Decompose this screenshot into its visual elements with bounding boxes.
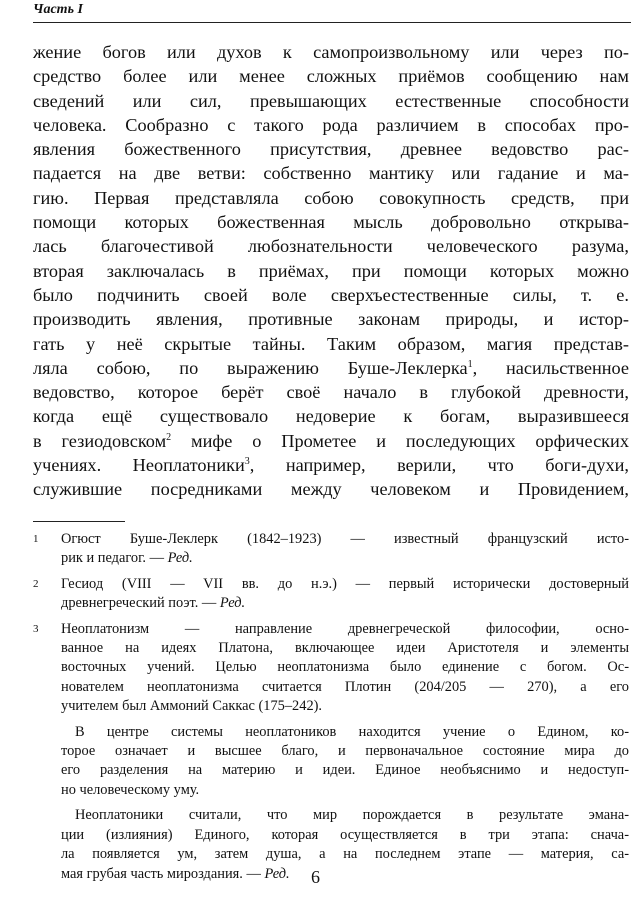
footnote-number: 3 <box>33 622 39 635</box>
text-line <box>33 453 629 477</box>
text-fragment: , например, верили, что боги-духи, <box>249 455 629 476</box>
footnote-line: Огюст Буше-Леклерк (1842–1923) — известный французский исто- <box>61 531 629 547</box>
footnote-ref-3[interactable]: 3 <box>244 455 250 467</box>
text-fragment: учениях. Неоплатоники <box>33 455 245 476</box>
text-line: служившие посредниками между человеком и Провидением, <box>33 479 629 500</box>
text-fragment: в гезиодовском <box>33 430 167 451</box>
text-line: человека. Сообразно с такого рода различием в способах про- <box>33 114 629 135</box>
footnote-1 <box>33 530 629 569</box>
footnote-2 <box>33 575 629 614</box>
text-line: падается на две ветви: собственно мантику или гадание и ма- <box>33 163 629 184</box>
footnote-line <box>61 594 629 613</box>
header-title: Часть I <box>33 2 83 17</box>
footnote-line: но человеческому уму. <box>61 781 200 798</box>
footnote-line <box>61 549 629 568</box>
editor-mark: Ред. <box>219 595 246 612</box>
text-line: помощи которых божественная мысль добровольно открыва- <box>33 212 629 233</box>
footnote-line: нователем неоплатонизма считается Плотин (204/205 — 270), а его <box>61 678 629 695</box>
footnote-divider <box>33 521 125 522</box>
footnote-number: 1 <box>33 533 39 545</box>
footnotes <box>33 530 629 890</box>
footnote-3 <box>33 620 629 884</box>
text-line: было подчинить своей воле сверхъестественные силы, т. е. <box>33 284 629 305</box>
text-line: когда ещё существовало недоверие к богам, выразившееся <box>33 406 629 427</box>
text-line <box>33 356 629 380</box>
text-line: вторая заключалась в приёмах, при помощи которых можно <box>33 260 629 281</box>
text-fragment: , насильственное <box>472 357 629 378</box>
footnote-number: 2 <box>33 577 39 590</box>
page-number: 6 <box>311 867 320 887</box>
text-fragment: мифе о Прометее и последующих орфических <box>171 430 629 451</box>
text-line: явления божественного присутствия, древнее ведовство рас- <box>33 139 629 160</box>
footnote-ref-2[interactable]: 2 <box>166 431 172 443</box>
footnote-ref-1[interactable]: 1 <box>467 358 473 370</box>
text-line: жение богов или духов к самопроизвольному или через по- <box>33 42 629 62</box>
text-fragment: мая грубая часть мироздания. — <box>61 865 265 882</box>
footnote-line: ла появляется ум, затем душа, а на последнем этапе — материя, са- <box>61 846 629 863</box>
footnote-line: Гесиод (VIII — VII вв. до н.э.) — первый исторически достоверный <box>61 575 629 592</box>
footnote-line: Неоплатонизм — направление древнегреческой философии, осно- <box>61 620 629 637</box>
footnote-line: В центре системы неоплатоников находится учение о Едином, ко- <box>75 723 629 740</box>
footnote-line: восточных учений. Целью неоплатонизма было единение с богом. Ос- <box>61 659 629 676</box>
running-header <box>33 0 631 23</box>
editor-mark: Ред. <box>264 865 290 882</box>
text-line: сведений или сил, превышающих естественные способности <box>33 90 629 111</box>
footnote-line: Неоплатоники считали, что мир порождается в результате эмана- <box>75 807 629 824</box>
text-fragment: ляла собою, по выражению Буше-Леклерка <box>33 357 468 378</box>
main-text <box>33 40 629 502</box>
text-line: гию. Первая представляла собою совокупность средств, при <box>33 187 629 208</box>
footnote-line: ции (излияния) Единого, которая осуществляется в три этапа: снача- <box>61 826 629 843</box>
text-line: гать у неё скрытые тайны. Таким образом, магия представ- <box>33 333 629 354</box>
footnote-line: его разделения на материю и идеи. Единое необъяснимо и недоступ- <box>61 762 629 779</box>
text-line: средство более или менее сложных приёмов сообщению нам <box>33 66 629 87</box>
text-fragment: рик и педагог. — <box>61 550 168 567</box>
text-line: ведовство, которое берёт своё начало в глубокой древности, <box>33 382 629 403</box>
footnote-line: учителем был Аммоний Саккас (175–242). <box>61 698 323 715</box>
footnote-line: торое означает и высшее благо, и первоначальное состояние мира до <box>61 743 629 760</box>
editor-mark: Ред. <box>167 550 193 567</box>
text-fragment: древнегреческий поэт. — <box>61 595 220 612</box>
text-line: производить явления, противные законам природы, и истор- <box>33 309 629 330</box>
footnote-line: ванное на идеях Платона, включающее идеи Аристотеля и элементы <box>61 640 629 657</box>
text-line: лась благочестивой любознательности человеческого разума, <box>33 236 629 257</box>
text-line <box>33 429 629 453</box>
